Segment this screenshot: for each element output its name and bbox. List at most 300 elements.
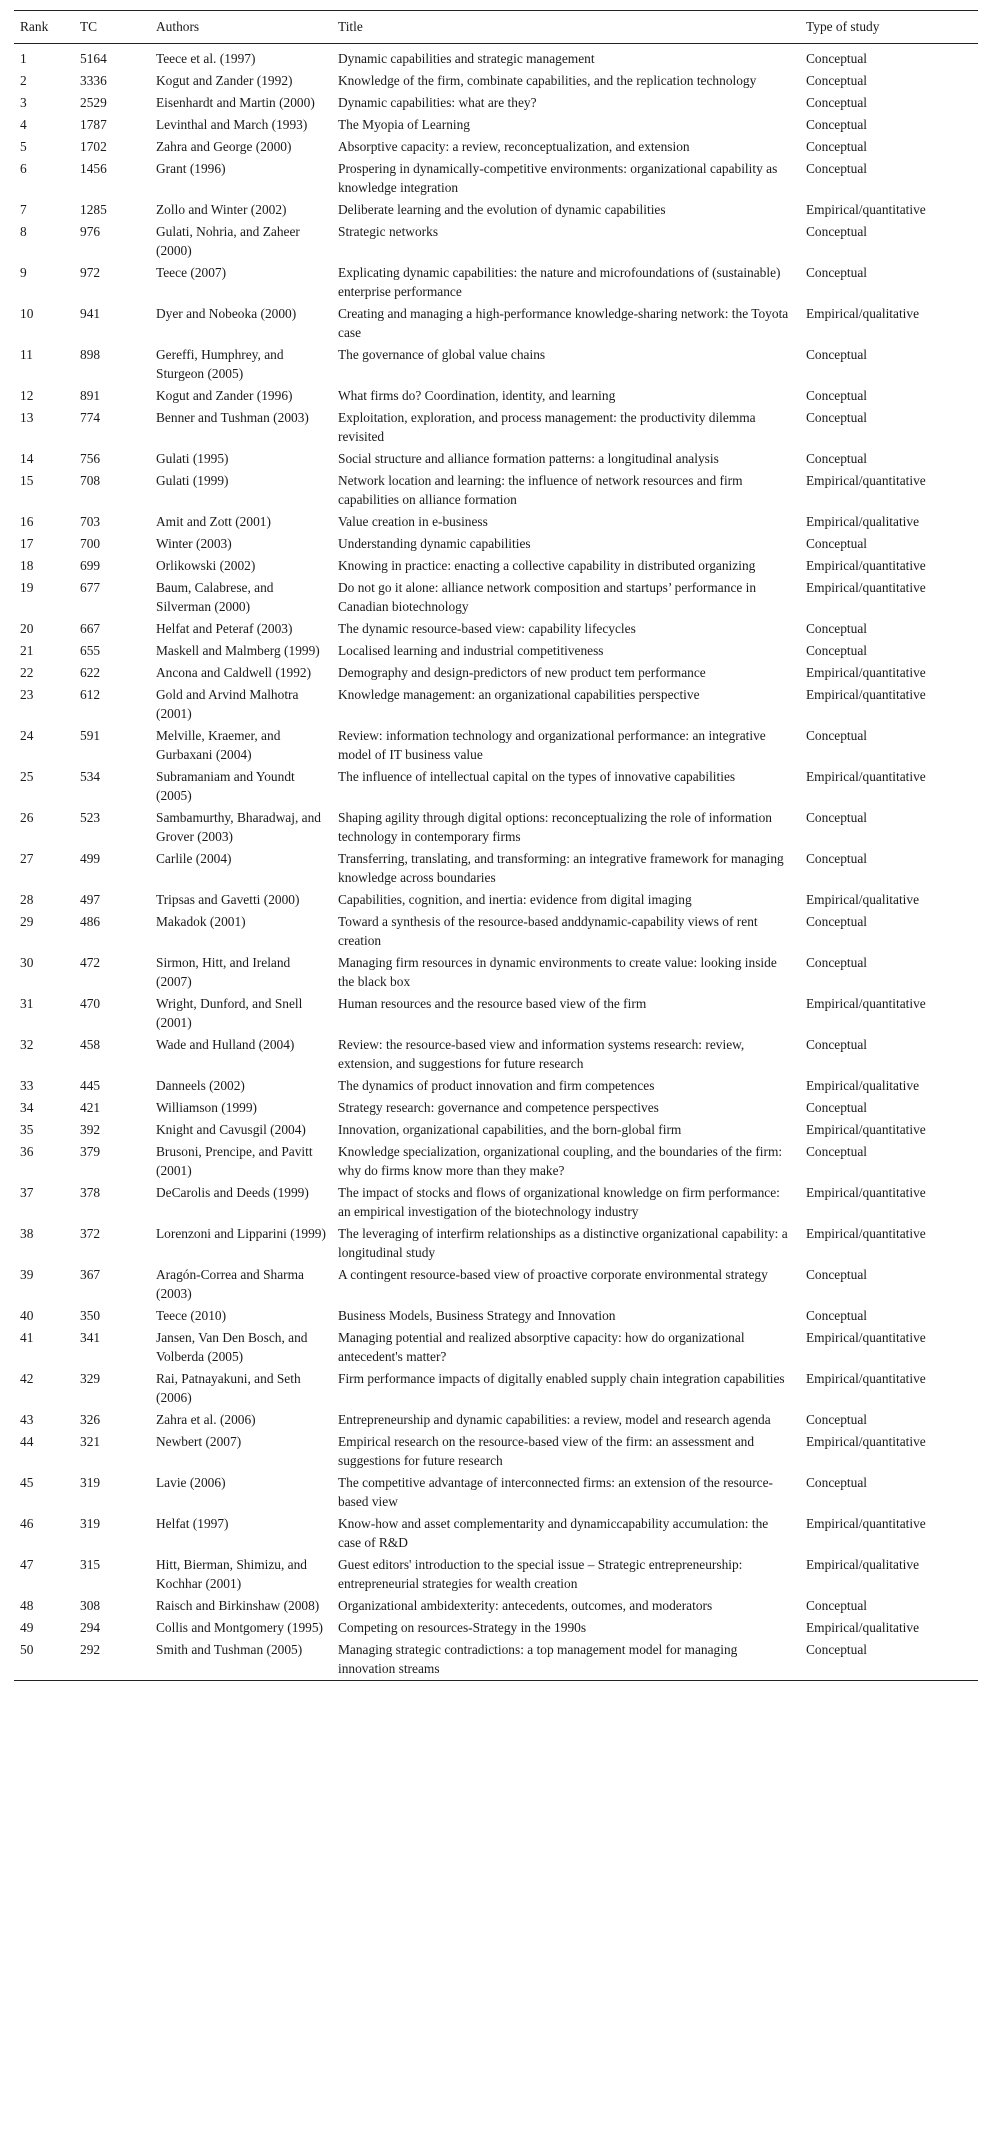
rank-cell: 43 bbox=[20, 1412, 34, 1427]
type-cell: Empirical/qualitative bbox=[806, 892, 920, 907]
table-row bbox=[14, 1595, 978, 1617]
rank-cell: 42 bbox=[20, 1371, 34, 1386]
authors-cell: Teece et al. (1997) bbox=[156, 51, 256, 66]
tc-cell: 329 bbox=[80, 1371, 101, 1386]
authors-cell: Zahra et al. (2006) bbox=[156, 1412, 256, 1427]
rank-cell: 5 bbox=[20, 139, 27, 154]
type-cell: Conceptual bbox=[806, 1475, 867, 1490]
authors-cell: Tripsas and Gavetti (2000) bbox=[156, 892, 300, 907]
table-row bbox=[14, 136, 978, 158]
authors-cell: Gereffi, Humphrey, and Sturgeon (2005) bbox=[156, 347, 284, 381]
tc-cell: 891 bbox=[80, 388, 101, 403]
table-container bbox=[14, 10, 978, 1681]
type-cell: Empirical/quantitative bbox=[806, 558, 926, 573]
table-row bbox=[14, 662, 978, 684]
rank-cell: 6 bbox=[20, 161, 27, 176]
table-row bbox=[14, 385, 978, 407]
title-cell: Deliberate learning and the evolution of dynamic capabilities bbox=[338, 202, 666, 217]
type-cell: Conceptual bbox=[806, 73, 867, 88]
authors-cell: Wade and Hulland (2004) bbox=[156, 1037, 295, 1052]
title-cell: Dynamic capabilities: what are they? bbox=[338, 95, 537, 110]
title-cell: What firms do? Coordination, identity, and learning bbox=[338, 388, 616, 403]
authors-cell: Benner and Tushman (2003) bbox=[156, 410, 309, 425]
authors-cell: Aragón-Correa and Sharma (2003) bbox=[156, 1267, 304, 1301]
table-row bbox=[14, 448, 978, 470]
rank-cell: 32 bbox=[20, 1037, 34, 1052]
type-cell: Conceptual bbox=[806, 1642, 867, 1657]
title-cell: The dynamics of product innovation and firm competences bbox=[338, 1078, 655, 1093]
table-row bbox=[14, 1327, 978, 1368]
table-row bbox=[14, 92, 978, 114]
rank-cell: 3 bbox=[20, 95, 27, 110]
table-row bbox=[14, 1264, 978, 1305]
header-title: Title bbox=[338, 19, 363, 34]
type-cell: Empirical/qualitative bbox=[806, 1620, 920, 1635]
type-cell: Conceptual bbox=[806, 914, 867, 929]
authors-cell: Teece (2010) bbox=[156, 1308, 227, 1323]
tc-cell: 326 bbox=[80, 1412, 101, 1427]
rank-cell: 19 bbox=[20, 580, 34, 595]
tc-cell: 486 bbox=[80, 914, 101, 929]
type-cell: Empirical/quantitative bbox=[806, 1330, 926, 1345]
table-row bbox=[14, 1223, 978, 1264]
authors-cell: Collis and Montgomery (1995) bbox=[156, 1620, 323, 1635]
table-row bbox=[14, 1554, 978, 1595]
tc-cell: 319 bbox=[80, 1516, 101, 1531]
authors-cell: Kogut and Zander (1996) bbox=[156, 388, 293, 403]
authors-cell: Wright, Dunford, and Snell (2001) bbox=[156, 996, 303, 1030]
authors-cell: Baum, Calabrese, and Silverman (2000) bbox=[156, 580, 274, 614]
tc-cell: 972 bbox=[80, 265, 101, 280]
tc-cell: 378 bbox=[80, 1185, 101, 1200]
rank-cell: 18 bbox=[20, 558, 34, 573]
table-row bbox=[14, 725, 978, 766]
table-row bbox=[14, 1034, 978, 1075]
tc-cell: 321 bbox=[80, 1434, 101, 1449]
table-row bbox=[14, 1305, 978, 1327]
authors-cell: Dyer and Nobeoka (2000) bbox=[156, 306, 297, 321]
table-row bbox=[14, 889, 978, 911]
authors-cell: Eisenhardt and Martin (2000) bbox=[156, 95, 315, 110]
title-cell: Human resources and the resource based view of the firm bbox=[338, 996, 647, 1011]
tc-cell: 655 bbox=[80, 643, 101, 658]
type-cell: Conceptual bbox=[806, 1598, 867, 1613]
table-row bbox=[14, 577, 978, 618]
rank-cell: 2 bbox=[20, 73, 27, 88]
rank-cell: 38 bbox=[20, 1226, 34, 1241]
type-cell: Empirical/quantitative bbox=[806, 996, 926, 1011]
rank-cell: 20 bbox=[20, 621, 34, 636]
table-row bbox=[14, 1097, 978, 1119]
authors-cell: Sirmon, Hitt, and Ireland (2007) bbox=[156, 955, 291, 989]
title-cell: Firm performance impacts of digitally enabled supply chain integration capabilities bbox=[338, 1371, 785, 1386]
tc-cell: 941 bbox=[80, 306, 101, 321]
rank-cell: 8 bbox=[20, 224, 27, 239]
rank-cell: 1 bbox=[20, 51, 27, 66]
authors-cell: Williamson (1999) bbox=[156, 1100, 257, 1115]
title-cell: Capabilities, cognition, and inertia: evidence from digital imaging bbox=[338, 892, 692, 907]
authors-cell: Smith and Tushman (2005) bbox=[156, 1642, 303, 1657]
tc-cell: 774 bbox=[80, 410, 101, 425]
title-cell: Innovation, organizational capabilities, and the born-global firm bbox=[338, 1122, 682, 1137]
tc-cell: 372 bbox=[80, 1226, 101, 1241]
authors-cell: Gulati (1995) bbox=[156, 451, 229, 466]
authors-cell: Brusoni, Prencipe, and Pavitt (2001) bbox=[156, 1144, 313, 1178]
tc-cell: 612 bbox=[80, 687, 101, 702]
tc-cell: 1702 bbox=[80, 139, 107, 154]
title-cell: Transferring, translating, and transforming: an integrative framework for managing knowledge across boundaries bbox=[338, 851, 784, 885]
type-cell: Empirical/quantitative bbox=[806, 1226, 926, 1241]
table-row bbox=[14, 993, 978, 1034]
table-row bbox=[14, 1639, 978, 1681]
table-row bbox=[14, 911, 978, 952]
tc-cell: 699 bbox=[80, 558, 101, 573]
rank-cell: 15 bbox=[20, 473, 34, 488]
rank-cell: 23 bbox=[20, 687, 34, 702]
title-cell: Review: the resource-based view and information systems research: review, extension, and suggestions for future research bbox=[338, 1037, 745, 1071]
rank-cell: 41 bbox=[20, 1330, 34, 1345]
rank-cell: 9 bbox=[20, 265, 27, 280]
type-cell: Conceptual bbox=[806, 451, 867, 466]
type-cell: Empirical/qualitative bbox=[806, 514, 920, 529]
table-row bbox=[14, 684, 978, 725]
tc-cell: 379 bbox=[80, 1144, 101, 1159]
rank-cell: 49 bbox=[20, 1620, 34, 1635]
title-cell: The influence of intellectual capital on the types of innovative capabilities bbox=[338, 769, 736, 784]
rank-cell: 40 bbox=[20, 1308, 34, 1323]
citations-table bbox=[14, 10, 978, 1681]
type-cell: Conceptual bbox=[806, 851, 867, 866]
title-cell: Localised learning and industrial competitiveness bbox=[338, 643, 604, 658]
type-cell: Conceptual bbox=[806, 139, 867, 154]
authors-cell: Grant (1996) bbox=[156, 161, 226, 176]
rank-cell: 44 bbox=[20, 1434, 34, 1449]
rank-cell: 27 bbox=[20, 851, 34, 866]
header-row bbox=[14, 11, 978, 44]
tc-cell: 523 bbox=[80, 810, 101, 825]
table-row bbox=[14, 470, 978, 511]
title-cell: Knowing in practice: enacting a collective capability in distributed organizing bbox=[338, 558, 756, 573]
title-cell: Do not go it alone: alliance network composition and startups’ performance in Canadian biotechnology bbox=[338, 580, 757, 614]
authors-cell: Melville, Kraemer, and Gurbaxani (2004) bbox=[156, 728, 281, 762]
authors-cell: Amit and Zott (2001) bbox=[156, 514, 271, 529]
authors-cell: Makadok (2001) bbox=[156, 914, 246, 929]
header-tc: TC bbox=[80, 19, 98, 34]
authors-cell: Gulati, Nohria, and Zaheer (2000) bbox=[156, 224, 300, 258]
table-row bbox=[14, 303, 978, 344]
table-row bbox=[14, 807, 978, 848]
table-row bbox=[14, 1513, 978, 1554]
authors-cell: Subramaniam and Youndt (2005) bbox=[156, 769, 295, 803]
authors-cell: Hitt, Bierman, Shimizu, and Kochhar (2001) bbox=[156, 1557, 307, 1591]
authors-cell: Orlikowski (2002) bbox=[156, 558, 256, 573]
type-cell: Conceptual bbox=[806, 388, 867, 403]
table-row bbox=[14, 1472, 978, 1513]
title-cell: Strategic networks bbox=[338, 224, 439, 239]
table-row bbox=[14, 618, 978, 640]
rank-cell: 16 bbox=[20, 514, 34, 529]
type-cell: Conceptual bbox=[806, 265, 867, 280]
rank-cell: 13 bbox=[20, 410, 34, 425]
tc-cell: 1285 bbox=[80, 202, 107, 217]
rank-cell: 37 bbox=[20, 1185, 34, 1200]
rank-cell: 30 bbox=[20, 955, 34, 970]
table-row bbox=[14, 1617, 978, 1639]
title-cell: Network location and learning: the influence of network resources and firm capabilities on alliance formation bbox=[338, 473, 743, 507]
type-cell: Conceptual bbox=[806, 1037, 867, 1052]
type-cell: Conceptual bbox=[806, 347, 867, 362]
tc-cell: 703 bbox=[80, 514, 101, 529]
title-cell: Managing firm resources in dynamic environments to create value: looking inside the black box bbox=[338, 955, 777, 989]
rank-cell: 10 bbox=[20, 306, 34, 321]
tc-cell: 534 bbox=[80, 769, 101, 784]
authors-cell: Danneels (2002) bbox=[156, 1078, 245, 1093]
title-cell: Strategy research: governance and competence perspectives bbox=[338, 1100, 659, 1115]
table-body bbox=[14, 44, 978, 1681]
table-row bbox=[14, 1141, 978, 1182]
type-cell: Conceptual bbox=[806, 621, 867, 636]
rank-cell: 29 bbox=[20, 914, 34, 929]
authors-cell: Teece (2007) bbox=[156, 265, 227, 280]
type-cell: Conceptual bbox=[806, 95, 867, 110]
title-cell: Social structure and alliance formation patterns: a longitudinal analysis bbox=[338, 451, 719, 466]
rank-cell: 39 bbox=[20, 1267, 34, 1282]
type-cell: Conceptual bbox=[806, 161, 867, 176]
rank-cell: 21 bbox=[20, 643, 34, 658]
type-cell: Conceptual bbox=[806, 955, 867, 970]
authors-cell: Carlile (2004) bbox=[156, 851, 232, 866]
type-cell: Empirical/quantitative bbox=[806, 1185, 926, 1200]
rank-cell: 14 bbox=[20, 451, 34, 466]
tc-cell: 350 bbox=[80, 1308, 101, 1323]
authors-cell: Gold and Arvind Malhotra (2001) bbox=[156, 687, 299, 721]
authors-cell: Winter (2003) bbox=[156, 536, 232, 551]
type-cell: Conceptual bbox=[806, 1412, 867, 1427]
table-row bbox=[14, 1075, 978, 1097]
title-cell: Shaping agility through digital options: reconceptualizing the role of information technology in contemporary firms bbox=[338, 810, 772, 844]
table-row bbox=[14, 221, 978, 262]
table-row bbox=[14, 1182, 978, 1223]
title-cell: Competing on resources-Strategy in the 1990s bbox=[338, 1620, 587, 1635]
rank-cell: 7 bbox=[20, 202, 27, 217]
rank-cell: 36 bbox=[20, 1144, 34, 1159]
type-cell: Empirical/quantitative bbox=[806, 665, 926, 680]
title-cell: The Myopia of Learning bbox=[338, 117, 471, 132]
type-cell: Conceptual bbox=[806, 536, 867, 551]
rank-cell: 11 bbox=[20, 347, 33, 362]
rank-cell: 4 bbox=[20, 117, 27, 132]
tc-cell: 497 bbox=[80, 892, 101, 907]
header-type-of-study: Type of study bbox=[806, 19, 880, 34]
tc-cell: 3336 bbox=[80, 73, 107, 88]
tc-cell: 5164 bbox=[80, 51, 107, 66]
title-cell: The dynamic resource-based view: capability lifecycles bbox=[338, 621, 636, 636]
title-cell: Empirical research on the resource-based view of the firm: an assessment and suggestions for future research bbox=[338, 1434, 755, 1468]
authors-cell: Newbert (2007) bbox=[156, 1434, 242, 1449]
rank-cell: 34 bbox=[20, 1100, 34, 1115]
type-cell: Conceptual bbox=[806, 1100, 867, 1115]
type-cell: Empirical/quantitative bbox=[806, 1434, 926, 1449]
title-cell: Guest editors' introduction to the special issue – Strategic entrepreneurship: entrepreneurial strategies for wealth creation bbox=[338, 1557, 743, 1591]
authors-cell: Rai, Patnayakuni, and Seth (2006) bbox=[156, 1371, 301, 1405]
authors-cell: Lorenzoni and Lipparini (1999) bbox=[156, 1226, 326, 1241]
rank-cell: 17 bbox=[20, 536, 34, 551]
table-row bbox=[14, 262, 978, 303]
table-row bbox=[14, 555, 978, 577]
table-row bbox=[14, 766, 978, 807]
tc-cell: 756 bbox=[80, 451, 101, 466]
tc-cell: 1787 bbox=[80, 117, 107, 132]
title-cell: Dynamic capabilities and strategic management bbox=[338, 51, 595, 66]
type-cell: Conceptual bbox=[806, 1144, 867, 1159]
title-cell: Toward a synthesis of the resource-based anddynamic-capability views of rent creation bbox=[338, 914, 758, 948]
type-cell: Empirical/qualitative bbox=[806, 1078, 920, 1093]
title-cell: Managing strategic contradictions: a top management model for managing innovation streams bbox=[338, 1642, 738, 1676]
rank-cell: 22 bbox=[20, 665, 34, 680]
type-cell: Conceptual bbox=[806, 810, 867, 825]
table-row bbox=[14, 44, 978, 71]
title-cell: The impact of stocks and flows of organizational knowledge on firm performance: an empirical investigation of the biotechnology industry bbox=[338, 1185, 780, 1219]
title-cell: Know-how and asset complementarity and dynamiccapability accumulation: the case of R&D bbox=[338, 1516, 769, 1550]
table-row bbox=[14, 848, 978, 889]
type-cell: Conceptual bbox=[806, 51, 867, 66]
title-cell: Organizational ambidexterity: antecedents, outcomes, and moderators bbox=[338, 1598, 713, 1613]
title-cell: Understanding dynamic capabilities bbox=[338, 536, 531, 551]
authors-cell: Knight and Cavusgil (2004) bbox=[156, 1122, 306, 1137]
type-cell: Empirical/quantitative bbox=[806, 1371, 926, 1386]
table-row bbox=[14, 70, 978, 92]
table-row bbox=[14, 344, 978, 385]
table-row bbox=[14, 114, 978, 136]
rank-cell: 46 bbox=[20, 1516, 34, 1531]
authors-cell: Helfat and Peteraf (2003) bbox=[156, 621, 293, 636]
title-cell: The competitive advantage of interconnected firms: an extension of the resource-based view bbox=[338, 1475, 774, 1509]
rank-cell: 12 bbox=[20, 388, 34, 403]
tc-cell: 708 bbox=[80, 473, 101, 488]
type-cell: Empirical/quantitative bbox=[806, 473, 926, 488]
tc-cell: 445 bbox=[80, 1078, 101, 1093]
title-cell: Absorptive capacity: a review, reconceptualization, and extension bbox=[338, 139, 690, 154]
rank-cell: 35 bbox=[20, 1122, 34, 1137]
authors-cell: Kogut and Zander (1992) bbox=[156, 73, 293, 88]
authors-cell: Helfat (1997) bbox=[156, 1516, 229, 1531]
type-cell: Empirical/quantitative bbox=[806, 1122, 926, 1137]
table-row bbox=[14, 199, 978, 221]
type-cell: Empirical/quantitative bbox=[806, 202, 926, 217]
tc-cell: 421 bbox=[80, 1100, 101, 1115]
authors-cell: Maskell and Malmberg (1999) bbox=[156, 643, 320, 658]
rank-cell: 31 bbox=[20, 996, 34, 1011]
authors-cell: Sambamurthy, Bharadwaj, and Grover (2003) bbox=[156, 810, 321, 844]
type-cell: Conceptual bbox=[806, 117, 867, 132]
rank-cell: 50 bbox=[20, 1642, 34, 1657]
rank-cell: 33 bbox=[20, 1078, 34, 1093]
type-cell: Conceptual bbox=[806, 1267, 867, 1282]
rank-cell: 47 bbox=[20, 1557, 34, 1572]
title-cell: Business Models, Business Strategy and Innovation bbox=[338, 1308, 616, 1323]
title-cell: Review: information technology and organizational performance: an integrative model of IT business value bbox=[338, 728, 766, 762]
authors-cell: Gulati (1999) bbox=[156, 473, 229, 488]
header-authors: Authors bbox=[156, 19, 200, 34]
tc-cell: 308 bbox=[80, 1598, 101, 1613]
table-header bbox=[14, 11, 978, 44]
tc-cell: 458 bbox=[80, 1037, 101, 1052]
type-cell: Empirical/qualitative bbox=[806, 1557, 920, 1572]
title-cell: Knowledge specialization, organizational coupling, and the boundaries of the firm: why do firms know more than they make? bbox=[338, 1144, 783, 1178]
tc-cell: 898 bbox=[80, 347, 101, 362]
title-cell: Creating and managing a high-performance knowledge-sharing network: the Toyota case bbox=[338, 306, 789, 340]
tc-cell: 591 bbox=[80, 728, 101, 743]
table-row bbox=[14, 511, 978, 533]
rank-cell: 28 bbox=[20, 892, 34, 907]
rank-cell: 45 bbox=[20, 1475, 34, 1490]
table-row bbox=[14, 640, 978, 662]
title-cell: The governance of global value chains bbox=[338, 347, 546, 362]
tc-cell: 677 bbox=[80, 580, 101, 595]
type-cell: Conceptual bbox=[806, 410, 867, 425]
title-cell: Explicating dynamic capabilities: the nature and microfoundations of (sustainable) enterprise performance bbox=[338, 265, 781, 299]
rank-cell: 24 bbox=[20, 728, 34, 743]
type-cell: Empirical/quantitative bbox=[806, 687, 926, 702]
authors-cell: Zahra and George (2000) bbox=[156, 139, 292, 154]
tc-cell: 367 bbox=[80, 1267, 101, 1282]
tc-cell: 292 bbox=[80, 1642, 101, 1657]
table-row bbox=[14, 1368, 978, 1409]
title-cell: Exploitation, exploration, and process management: the productivity dilemma revisited bbox=[338, 410, 756, 444]
table-row bbox=[14, 1119, 978, 1141]
title-cell: Knowledge management: an organizational capabilities perspective bbox=[338, 687, 700, 702]
title-cell: Knowledge of the firm, combinate capabilities, and the replication technology bbox=[338, 73, 757, 88]
title-cell: Demography and design-predictors of new product tem performance bbox=[338, 665, 706, 680]
tc-cell: 1456 bbox=[80, 161, 107, 176]
table-row bbox=[14, 952, 978, 993]
title-cell: Prospering in dynamically-competitive environments: organizational capability as knowledge integration bbox=[338, 161, 778, 195]
tc-cell: 470 bbox=[80, 996, 101, 1011]
authors-cell: Levinthal and March (1993) bbox=[156, 117, 308, 132]
rank-cell: 48 bbox=[20, 1598, 34, 1613]
rank-cell: 26 bbox=[20, 810, 34, 825]
title-cell: Entrepreneurship and dynamic capabilities: a review, model and research agenda bbox=[338, 1412, 771, 1427]
tc-cell: 392 bbox=[80, 1122, 101, 1137]
type-cell: Conceptual bbox=[806, 643, 867, 658]
rank-cell: 25 bbox=[20, 769, 34, 784]
type-cell: Conceptual bbox=[806, 1308, 867, 1323]
tc-cell: 294 bbox=[80, 1620, 101, 1635]
type-cell: Empirical/quantitative bbox=[806, 1516, 926, 1531]
authors-cell: Lavie (2006) bbox=[156, 1475, 226, 1490]
title-cell: The leveraging of interfirm relationships as a distinctive organizational capability: a longitudinal study bbox=[338, 1226, 788, 1260]
tc-cell: 976 bbox=[80, 224, 101, 239]
authors-cell: Raisch and Birkinshaw (2008) bbox=[156, 1598, 320, 1613]
header-rank: Rank bbox=[20, 19, 49, 34]
title-cell: Managing potential and realized absorptive capacity: how do organizational antecedent's matter? bbox=[338, 1330, 745, 1364]
title-cell: A contingent resource-based view of proactive corporate environmental strategy bbox=[338, 1267, 768, 1282]
tc-cell: 341 bbox=[80, 1330, 101, 1345]
tc-cell: 499 bbox=[80, 851, 101, 866]
tc-cell: 472 bbox=[80, 955, 101, 970]
authors-cell: Jansen, Van Den Bosch, and Volberda (2005) bbox=[156, 1330, 308, 1364]
tc-cell: 667 bbox=[80, 621, 101, 636]
type-cell: Empirical/qualitative bbox=[806, 306, 920, 321]
type-cell: Empirical/quantitative bbox=[806, 769, 926, 784]
table-row bbox=[14, 1431, 978, 1472]
type-cell: Conceptual bbox=[806, 224, 867, 239]
tc-cell: 700 bbox=[80, 536, 101, 551]
tc-cell: 315 bbox=[80, 1557, 101, 1572]
title-cell: Value creation in e-business bbox=[338, 514, 488, 529]
tc-cell: 622 bbox=[80, 665, 101, 680]
tc-cell: 2529 bbox=[80, 95, 107, 110]
